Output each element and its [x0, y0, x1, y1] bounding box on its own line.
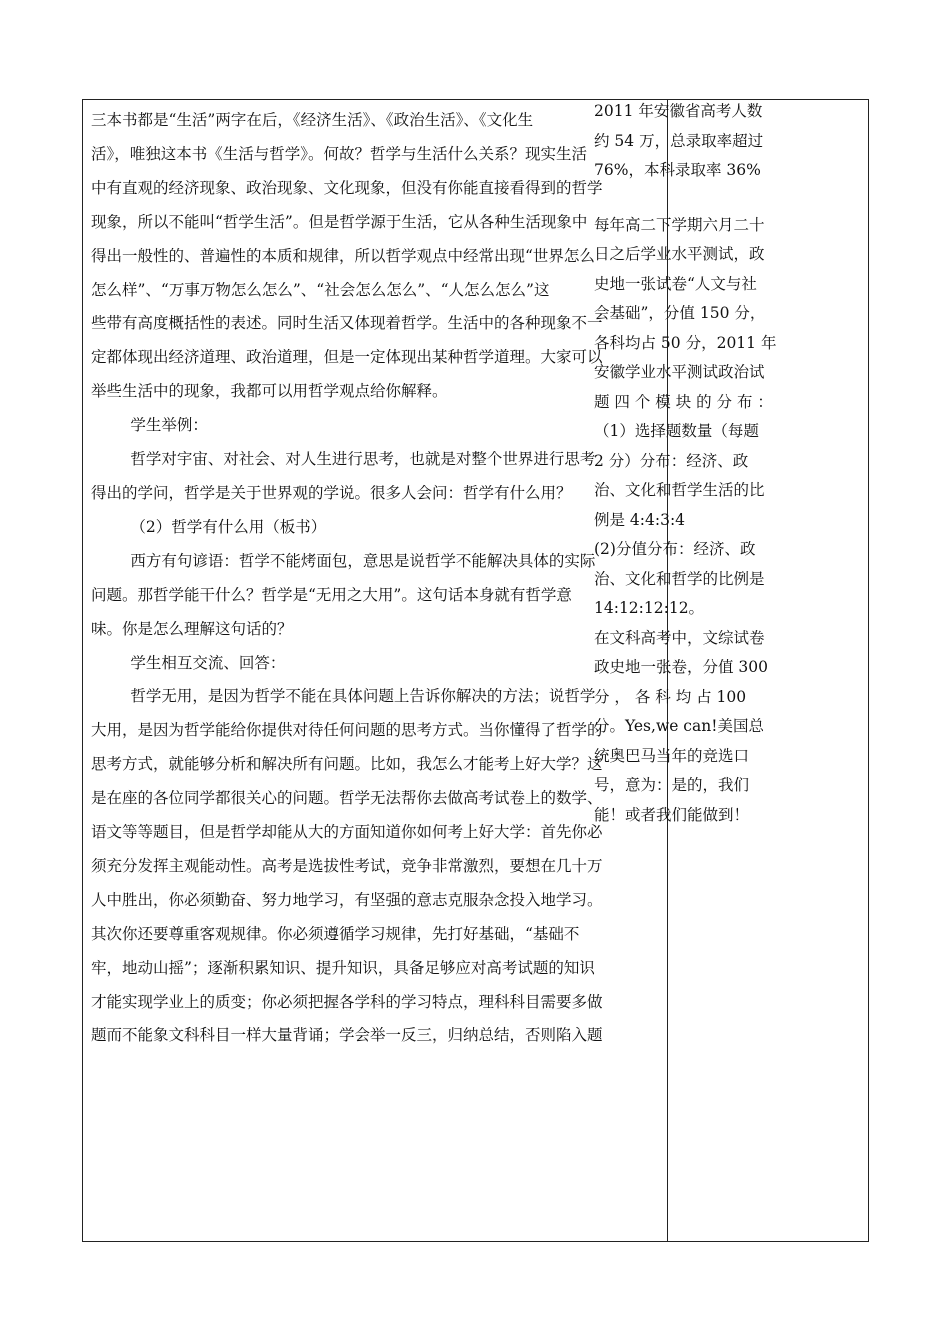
note-line: 安徽学业水平测试政治试: [594, 363, 765, 381]
lesson-text-column: [91, 104, 657, 1053]
text-line: 中有直观的经济现象、政治现象、文化现象，但没有你能直接看得到的哲学: [91, 178, 603, 197]
note-line: （1）选择题数量（每题: [594, 422, 759, 440]
text-line: 牢，地动山摇”；逐渐积累知识、提升知识，具备足够应对高考试题的知识: [91, 958, 595, 977]
note-line: 日之后学业水平测试，政: [594, 245, 765, 263]
text-line: 语文等等题目，但是哲学却能从大的方面知道你如何考上好大学：首先你必: [91, 823, 603, 842]
text-line: 西方有句谚语：哲学不能烤面包，意思是说哲学不能解决具体的实际: [91, 551, 596, 570]
text-line: 定都体现出经济道理、政治道理，但是一定体现出某种哲学道理。大家可以: [91, 348, 603, 367]
note-spacer: [594, 186, 780, 211]
note-line: 政史地一张卷，分值 300: [594, 658, 769, 676]
text-line: 怎么样”、“万事万物怎么怎么”、“社会怎么怎么”、“人怎么怎么”这: [91, 280, 550, 299]
note-line: 统奥巴马当年的竞选口: [594, 746, 750, 765]
side-notes-column: [594, 97, 780, 830]
note-line: 每年高二下学期六月二十: [594, 215, 765, 234]
text-line: 现象，所以不能叫“哲学生活”。但是哲学源于生活，它从各种生活现象中: [91, 212, 588, 231]
text-line: 得出一般性的、普遍性的本质和规律，所以哲学观点中经常出现“世界怎么: [91, 246, 595, 265]
note-line: 治、文化和哲学生活的比: [594, 481, 765, 499]
note-line: 分。Yes,we can!美国总: [594, 717, 764, 735]
text-line: 大用，是因为哲学能给你提供对待任何问题的思考方式。当你懂得了哲学的: [91, 721, 603, 740]
text-line: 思考方式，就能够分析和解决所有问题。比如，我怎么才能考上好大学？这: [91, 755, 603, 774]
note-line: 2 分）分布：经济、政: [594, 451, 749, 470]
text-line: 哲学无用，是因为哲学不能在具体问题上告诉你解决的方法；说哲学: [91, 687, 596, 706]
note-line: 史地一张试卷“人文与社: [594, 274, 757, 293]
text-line: 题而不能象文科科目一样大量背诵；学会举一反三，归纳总结，否则陷入题: [91, 1026, 603, 1045]
text-line: 学生举例：: [91, 416, 208, 435]
text-line: （2）哲学有什么用（板书）: [91, 517, 327, 536]
note-line: 约 54 万，总录取率超过: [594, 131, 764, 150]
note-line: 会基础”，分值 150 分，: [594, 304, 766, 322]
text-line: 才能实现学业上的质变；你必须把握各学科的学习特点，理科科目需要多做: [91, 992, 603, 1011]
note-line: 76%，本科录取率 36%: [594, 161, 761, 179]
text-line: 是在座的各位同学都很关心的问题。哲学无法帮你去做高考试卷上的数学、: [91, 789, 603, 808]
note-line: 例是 4:4:3:4: [594, 510, 686, 529]
text-line: 三本书都是“生活”两字在后，《经济生活》、《政治生活》、《文化生: [91, 111, 534, 129]
text-line: 学生相互交流、回答：: [91, 653, 286, 672]
text-line: 味。你是怎么理解这句话的？: [91, 619, 293, 638]
text-line: 其次你还要尊重客观规律。你必须遵循学习规律，先打好基础，“基础不: [91, 924, 580, 943]
note-line: 分 ， 各 科 均 占 100: [594, 687, 747, 706]
text-line: 须充分发挥主观能动性。高考是选拔性考试，竞争非常激烈，要想在几十万: [91, 856, 603, 875]
text-line: 举些生活中的现象，我都可以用哲学观点给你解释。: [91, 382, 448, 401]
note-line: 在文科高考中，文综试卷: [594, 628, 765, 647]
note-line: 能！或者我们能做到！: [594, 805, 750, 824]
note-line: 号，意为：是的，我们: [594, 776, 750, 794]
note-line: 治、文化和哲学的比例是: [594, 569, 765, 588]
text-line: 哲学对宇宙、对社会、对人生进行思考，也就是对整个世界进行思考: [91, 450, 596, 469]
note-line: 各科均占 50 分，2011 年: [594, 333, 777, 352]
note-line: 2011 年安徽省高考人数: [594, 102, 763, 120]
text-line: 人中胜出，你必须勤奋、努力地学习，有坚强的意志克服杂念投入地学习。: [91, 890, 603, 909]
text-line: 些带有高度概括性的表述。同时生活又体现着哲学。生活中的各种现象不一: [91, 314, 603, 333]
note-line: 14:12:12:12。: [594, 599, 705, 617]
text-line: 活》，唯独这本书《生活与哲学》。何故？哲学与生活什么关系？现实生活: [91, 144, 588, 163]
text-line: 得出的学问，哲学是关于世界观的学说。很多人会问：哲学有什么用？: [91, 483, 572, 502]
note-line: 题 四 个 模 块 的 分 布 ：: [594, 392, 773, 411]
note-line: (2)分值分布：经济、政: [594, 540, 756, 558]
text-line: 问题。那哲学能干什么？哲学是“无用之大用”。这句话本身就有哲学意: [91, 585, 572, 604]
